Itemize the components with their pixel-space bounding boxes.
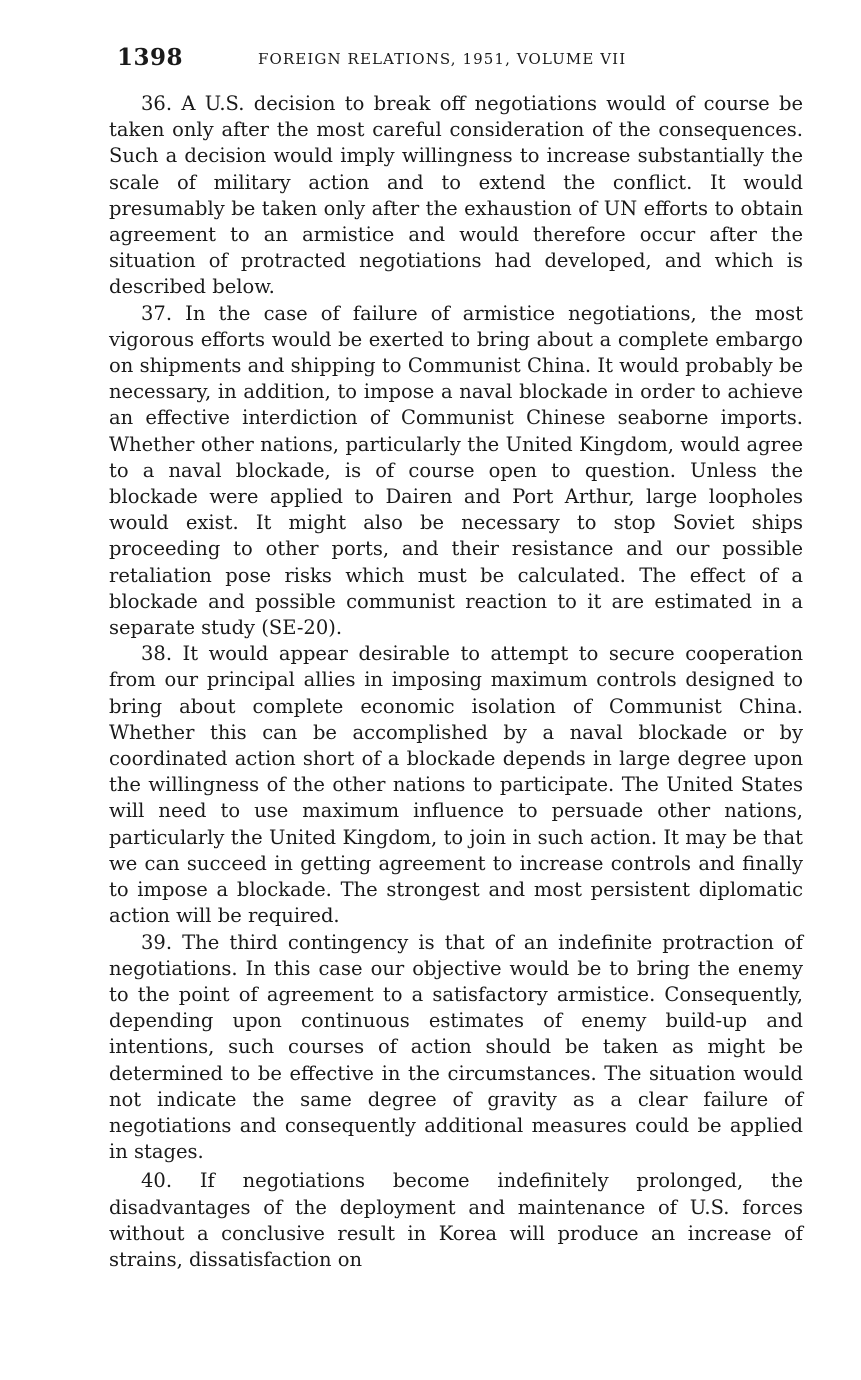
body-text xyxy=(109,91,803,1273)
page-header xyxy=(117,44,802,76)
running-head: FOREIGN RELATIONS, 1951, VOLUME VII xyxy=(258,50,627,68)
page-number: 1398 xyxy=(117,44,184,71)
paragraph-37: 37. In the case of failure of armistice negotiations, the most vigorous efforts would be exerted to bring about a complete embargo on shipments and shipping to Communist China. It would probably be necessary, in addition, to impose a naval blockade in order to achieve an effective interdiction of Communist Chinese seaborne imports. Whether other nations, particularly the United Kingdom, would agree to a naval blockade, is of course open to question. Unless the blockade were applied to Dairen and Port Arthur, large loopholes would exist. It might also be necessary to stop Soviet ships proceeding to other ports, and their resistance and our possible retaliation pose risks which must be calculated. The effect of a blockade and possible communist reaction to it are estimated in a separate study (SE-20). xyxy=(109,301,803,640)
paragraph-38: 38. It would appear desirable to attempt to secure cooperation from our principal allies in imposing maximum controls designed to bring about complete economic isolation of Communist China. Whether this can be accomplished by a naval blockade or by coordinated action short of a blockade depends in large degree upon the willingness of the other nations to participate. The United States will need to use maximum influence to persuade other nations, particularly the United Kingdom, to join in such action. It may be that we can succeed in getting agreement to increase controls and finally to impose a blockade. The strongest and most persistent diplomatic action will be required. xyxy=(109,642,803,928)
paragraph-40: 40. If negotiations become indefinitely prolonged, the disadvantages of the deployment and maintenance of U.S. forces without a conclusive result in Korea will produce an increase of strains, dissatisfaction on xyxy=(109,1169,803,1271)
paragraph-39: 39. The third contingency is that of an indefinite protraction of negotiations. In this case our objective would be to bring the enemy to the point of agreement to a satisfactory armistice. Consequently, depending upon continuous estimates of enemy build-up and intentions, such courses of action should be taken as might be determined to be effective in the circumstances. The situation would not indicate the same degree of gravity as a clear failure of negotiations and consequently additional measures could be applied in stages. xyxy=(109,930,803,1164)
paragraph-36: 36. A U.S. decision to break off negotiations would of course be taken only after the most careful consideration of the consequences. Such a decision would imply willingness to increase substantially the scale of military action and to extend the conflict. It would presumably be taken only after the exhaustion of UN efforts to obtain agreement to an armistice and would therefore occur after the situation of protracted negotiations had developed, and which is described below. xyxy=(109,92,803,299)
